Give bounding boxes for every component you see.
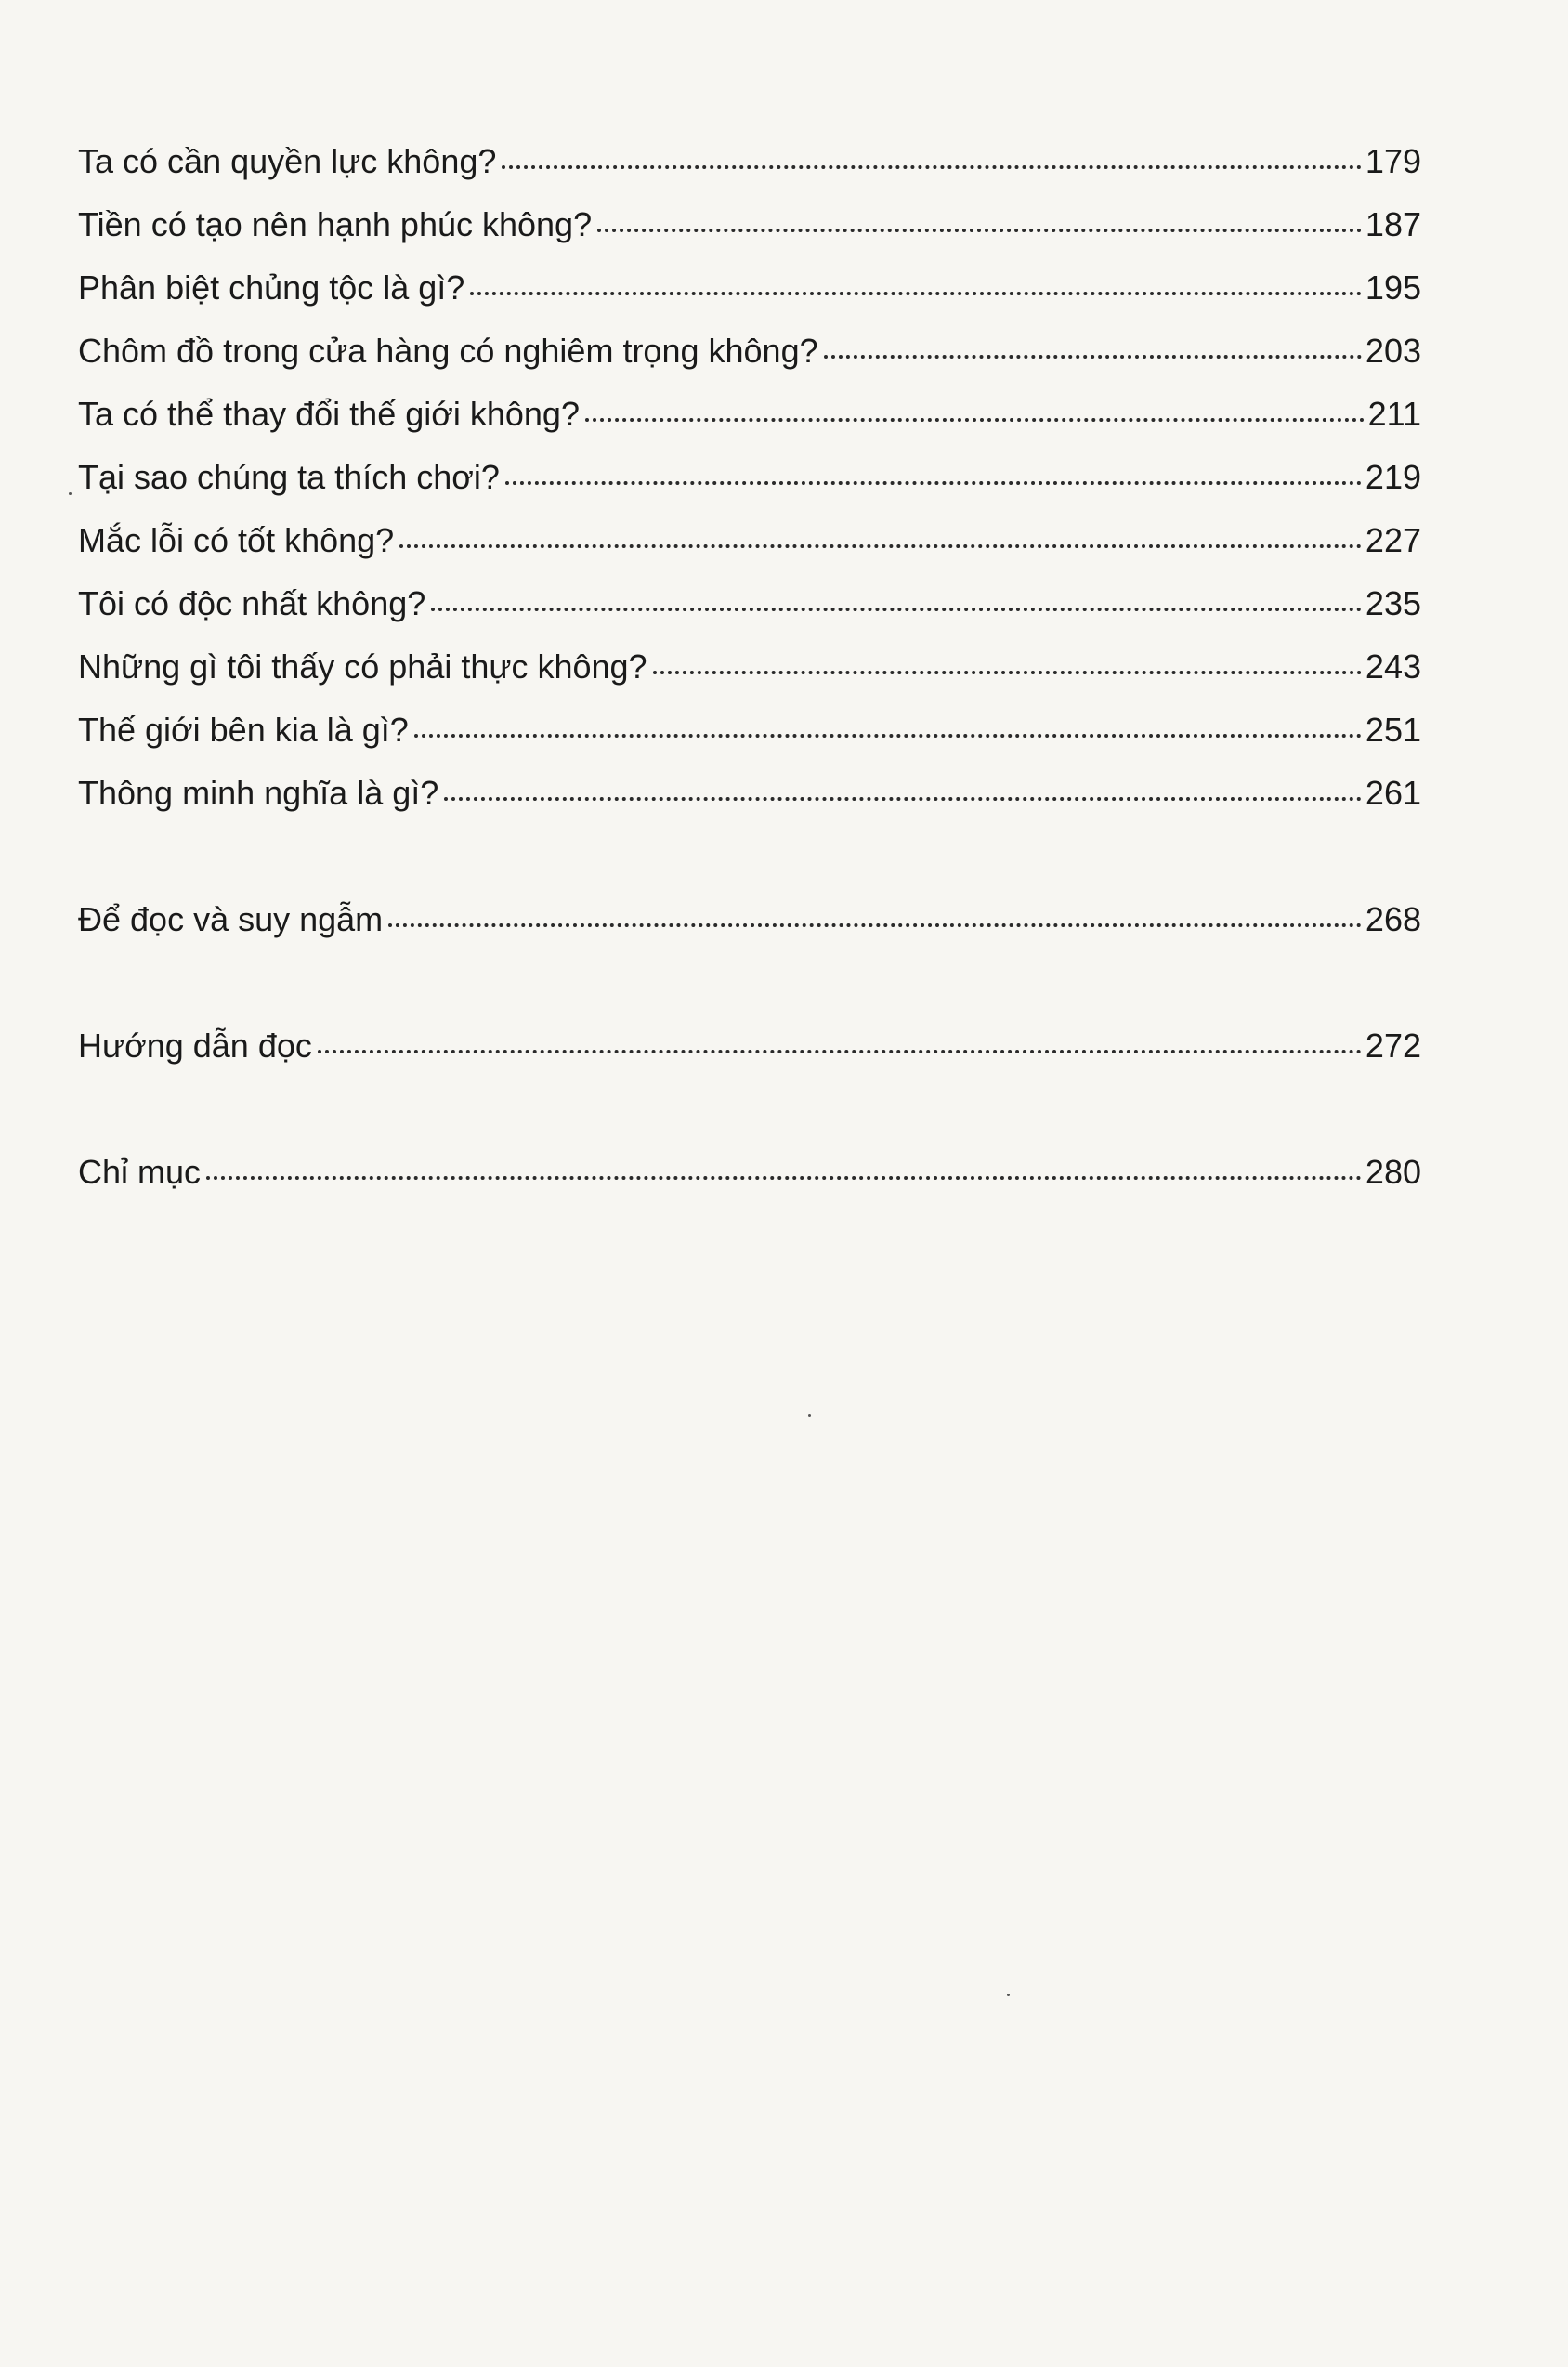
- dot-leader: [470, 288, 1362, 295]
- dot-leader: [597, 225, 1362, 232]
- print-speck: [69, 492, 72, 495]
- dot-leader: [824, 351, 1362, 359]
- toc-entry-title: Mắc lỗi có tốt không?: [78, 521, 395, 559]
- dot-leader: [399, 541, 1362, 548]
- toc-appendix-entry: [78, 1022, 1421, 1085]
- toc-entry-page: 251: [1365, 711, 1421, 749]
- toc-entry: [78, 390, 1421, 453]
- print-speck: [1007, 1994, 1010, 1996]
- toc-appendix-entry: [78, 896, 1421, 959]
- toc-entry-title: Chỉ mục: [78, 1153, 202, 1191]
- toc-entry: [78, 643, 1421, 706]
- toc-entry-page: 272: [1365, 1027, 1421, 1065]
- toc-entry-title: Tôi có độc nhất không?: [78, 584, 426, 622]
- toc-entry: [78, 517, 1421, 580]
- toc-entry: [78, 706, 1421, 769]
- toc-entry-page: 195: [1365, 268, 1421, 307]
- dot-leader: [414, 730, 1362, 738]
- toc-entry-title: Ta có thể thay đổi thế giới không?: [78, 395, 580, 433]
- toc-entry-page: 261: [1365, 774, 1421, 812]
- toc-entry-page: 227: [1365, 521, 1421, 559]
- toc-entry: [78, 137, 1421, 201]
- dot-leader: [505, 477, 1362, 485]
- toc-entry-title: Để đọc và suy ngẫm: [78, 900, 384, 938]
- toc-appendix-entry: [78, 1148, 1421, 1211]
- toc-entry: [78, 453, 1421, 517]
- dot-leader: [444, 793, 1362, 801]
- toc-entry-page: 280: [1365, 1153, 1421, 1191]
- toc-entry-title: Ta có cần quyền lực không?: [78, 142, 497, 180]
- toc-entry-title: Thế giới bên kia là gì?: [78, 711, 409, 749]
- toc-entry: [78, 769, 1421, 832]
- dot-leader: [318, 1046, 1362, 1053]
- toc-entry-page: 235: [1365, 584, 1421, 622]
- toc-entry-title: Tại sao chúng ta thích chơi?: [78, 458, 500, 496]
- toc-entry-title: Chôm đồ trong cửa hàng có nghiêm trọng không?: [78, 332, 818, 370]
- toc-entry-page: 203: [1365, 332, 1421, 370]
- dot-leader: [653, 667, 1362, 674]
- toc-entry-title: Phân biệt chủng tộc là gì?: [78, 268, 465, 307]
- dot-leader: [502, 162, 1362, 169]
- dot-leader: [206, 1172, 1362, 1180]
- dot-leader: [431, 604, 1362, 611]
- toc-entry-page: 243: [1365, 647, 1421, 686]
- toc-entry: [78, 327, 1421, 390]
- dot-leader: [585, 414, 1365, 422]
- toc-entry-page: 268: [1365, 900, 1421, 938]
- toc-entry-page: 187: [1365, 205, 1421, 243]
- toc-entry: [78, 580, 1421, 643]
- table-of-contents: [78, 137, 1421, 1211]
- toc-entry-title: Thông minh nghĩa là gì?: [78, 774, 439, 812]
- toc-entry: [78, 201, 1421, 264]
- toc-entry-title: Tiền có tạo nên hạnh phúc không?: [78, 205, 593, 243]
- toc-entry-page: 211: [1367, 395, 1421, 433]
- toc-entry-page: 219: [1365, 458, 1421, 496]
- dot-leader: [388, 920, 1362, 927]
- print-speck: [808, 1414, 811, 1417]
- toc-entry-title: Hướng dẫn đọc: [78, 1027, 312, 1065]
- toc-entry-page: 179: [1365, 142, 1421, 180]
- toc-entry-title: Những gì tôi thấy có phải thực không?: [78, 647, 647, 686]
- toc-entry: [78, 264, 1421, 327]
